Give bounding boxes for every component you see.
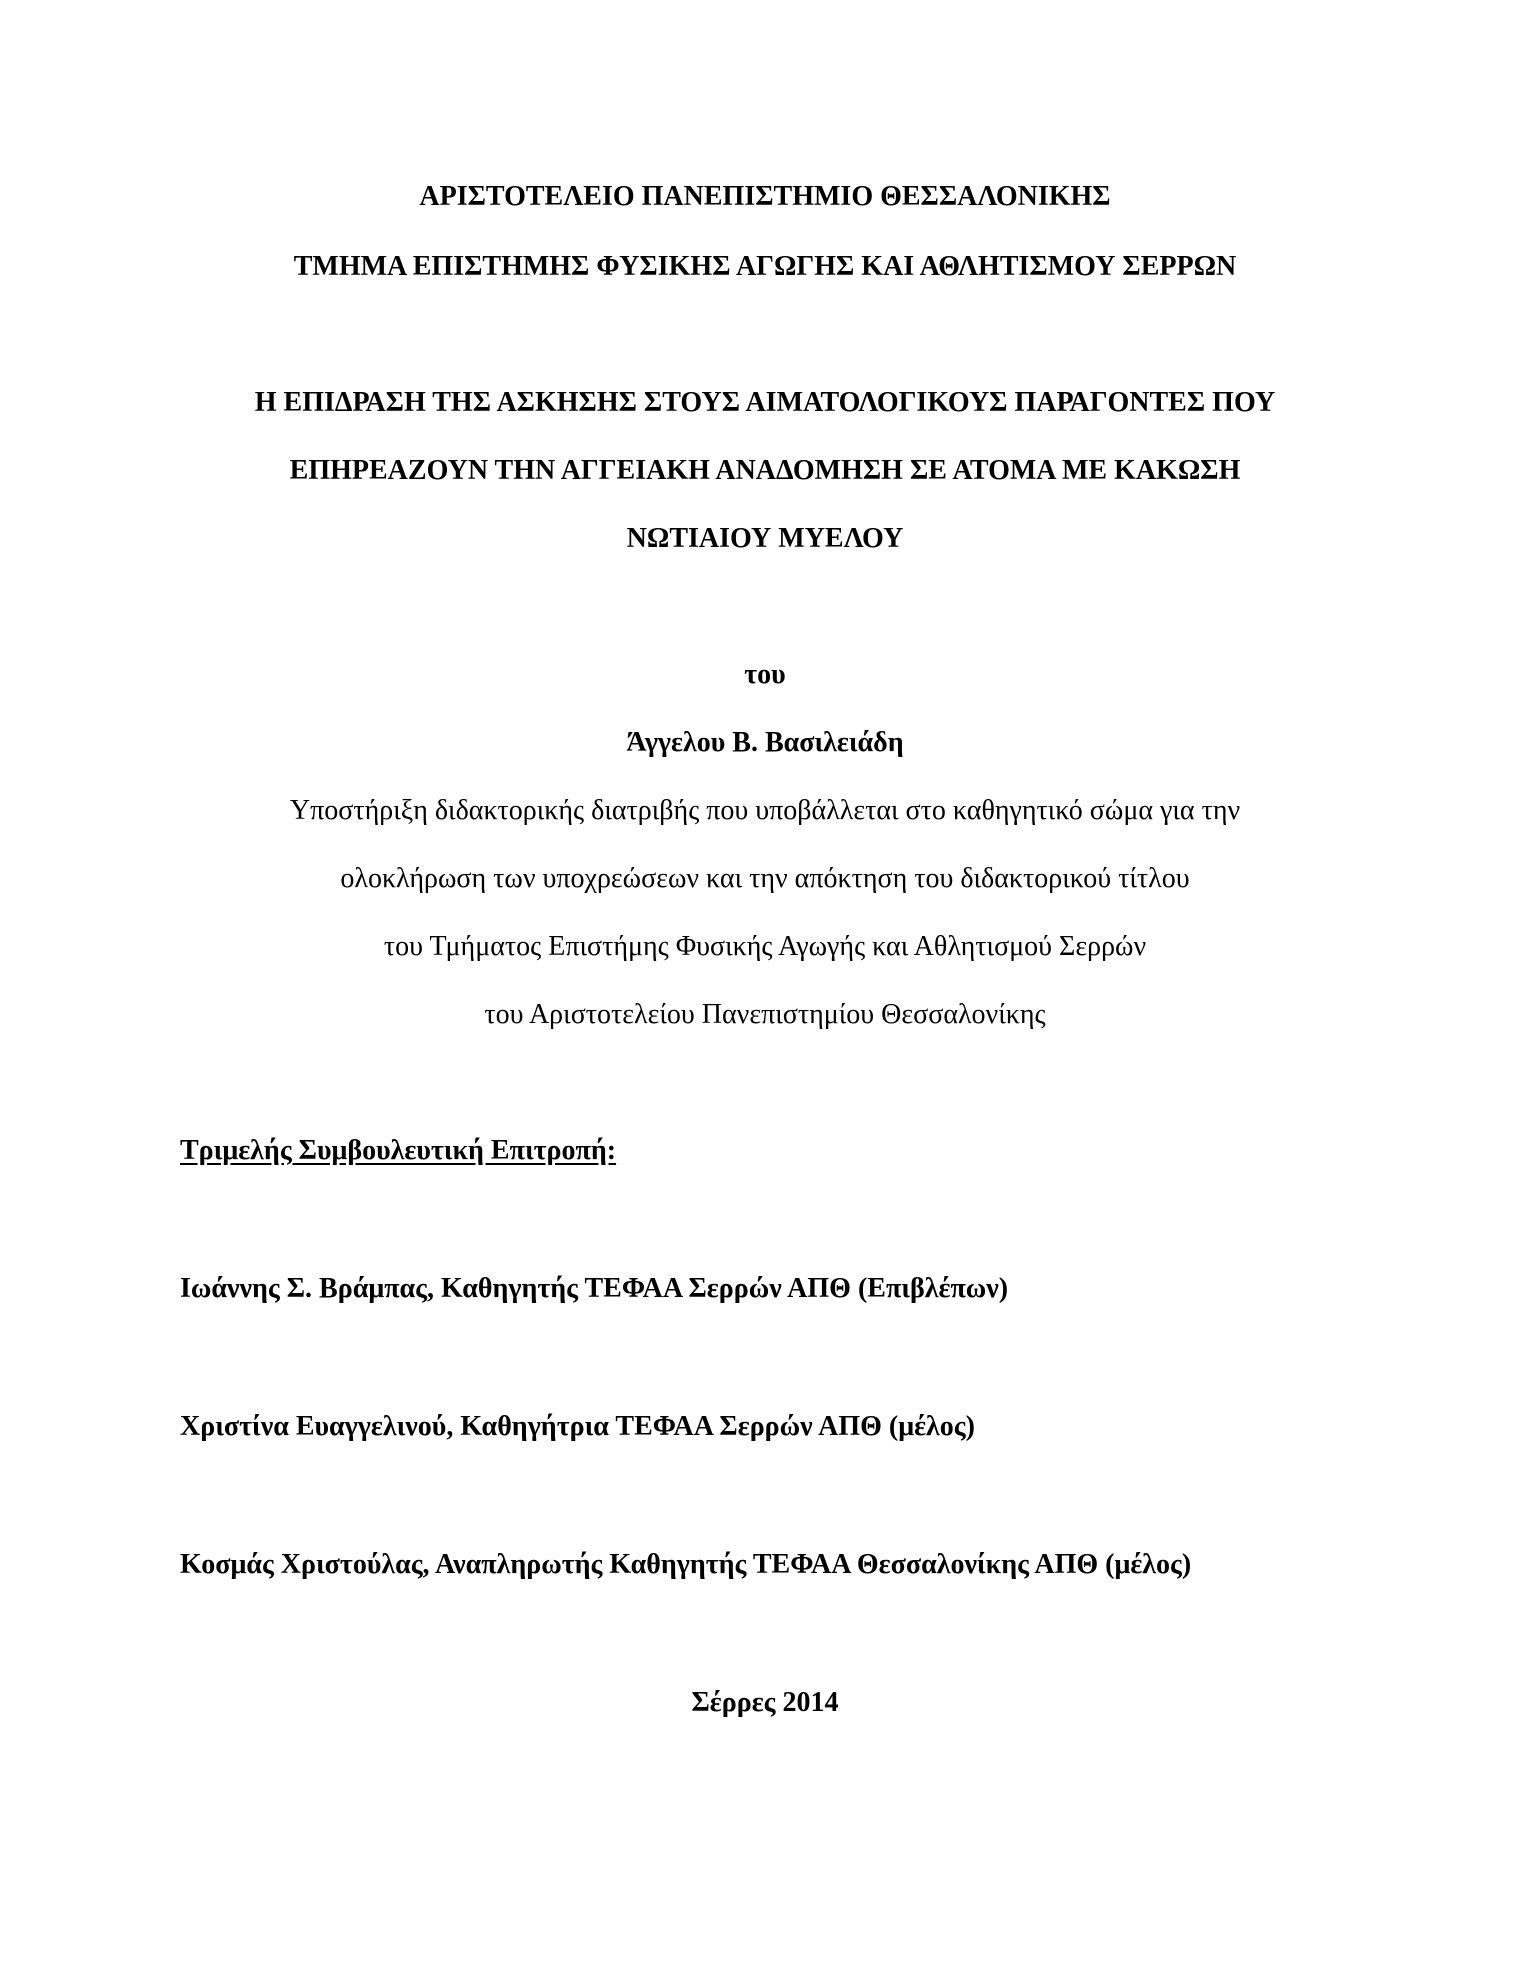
author-prefix: του [744,659,786,690]
thesis-title-line-3: ΝΩΤΙΑΙΟΥ ΜΥΕΛΟΥ [626,523,904,554]
description-line-3: του Τμήματος Επιστήμης Φυσικής Αγωγής και Αθλητισμού Σερρών [383,931,1147,962]
department-name: ΤΜΗΜΑ ΕΠΙΣΤΗΜΗΣ ΦΥΣΙΚΗΣ ΑΓΩΓΗΣ ΚΑΙ ΑΘΛΗΤΙΣΜΟΥ ΣΕΡΡΩΝ [293,251,1237,282]
committee-member-3: Κοσμάς Χριστούλας, Αναπληρωτής Καθηγητής ΤΕΦΑΑ Θεσσαλονίκης ΑΠΘ (μέλος) [180,1549,1192,1580]
place-and-year: Σέρρες 2014 [691,1687,839,1718]
committee-member-2: Χριστίνα Ευαγγελινού, Καθηγήτρια ΤΕΦΑΑ Σερρών ΑΠΘ (μέλος) [180,1411,975,1442]
description-line-2: ολοκλήρωση των υποχρεώσεων και την απόκτηση του διδακτορικού τίτλου [340,863,1190,894]
description-line-1: Υποστήριξη διδακτορικής διατριβής που υποβάλλεται στο καθηγητικό σώμα για την [289,795,1241,826]
committee-heading: Τριμελής Συμβουλευτική Επιτροπή: [180,1135,617,1166]
university-name: ΑΡΙΣΤΟΤΕΛΕΙΟ ΠΑΝΕΠΙΣΤΗΜΙΟ ΘΕΣΣΑΛΟΝΙΚΗΣ [419,181,1111,212]
description-line-4: του Αριστοτελείου Πανεπιστημίου Θεσσαλονίκης [484,999,1046,1030]
thesis-title-line-2: ΕΠΗΡΕΑΖΟΥΝ ΤΗΝ ΑΓΓΕΙΑΚΗ ΑΝΑΔΟΜΗΣΗ ΣΕ ΑΤΟΜΑ ΜΕ ΚΑΚΩΣΗ [289,455,1241,486]
thesis-title-line-1: Η ΕΠΙΔΡΑΣΗ ΤΗΣ ΑΣΚΗΣΗΣ ΣΤΟΥΣ ΑΙΜΑΤΟΛΟΓΙΚΟΥΣ ΠΑΡΑΓΟΝΤΕΣ ΠΟΥ [254,387,1276,418]
committee-member-supervisor: Ιωάννης Σ. Βράμπας, Καθηγητής ΤΕΦΑΑ Σερρών ΑΠΘ (Επιβλέπων) [180,1273,1009,1304]
author-name: Άγγελου Β. Βασιλειάδη [626,727,904,758]
